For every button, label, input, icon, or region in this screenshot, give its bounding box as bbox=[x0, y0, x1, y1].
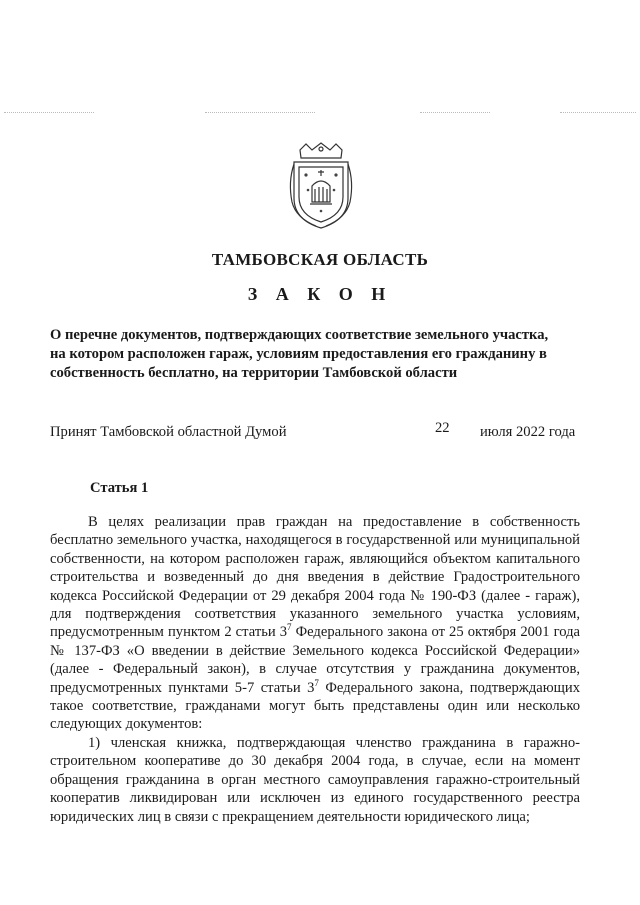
list-item: 1) членская книжка, подтверждающая членство гражданина в гаражно-строительном кооперативе до 30 декабря 2004 года, в случае, если на момент обращения гражданина в орган местного самоуправления гаражно-строительный кооператив ликвидирован или исключен из единого государственного реестра юридических лиц в связи с прекращением деятельности юридического лица; bbox=[50, 734, 580, 825]
article-heading: Статья 1 bbox=[90, 480, 149, 496]
adoption-month-year: июля 2022 года bbox=[480, 424, 576, 440]
document-type: З А К О Н bbox=[247, 284, 393, 304]
scan-artifact bbox=[4, 112, 94, 114]
scan-artifact bbox=[420, 112, 490, 114]
region-name: ТАМБОВСКАЯ ОБЛАСТЬ bbox=[211, 250, 429, 269]
scan-artifact bbox=[205, 112, 315, 114]
scan-artifact bbox=[560, 112, 636, 114]
paragraph: В целях реализации прав граждан на предоставление в собственность бесплатно земельного участка, находящегося в государственной или муниципальной собственности, на котором расположен гараж, являющийся объектом капитального строительства и возведенный до дня введения в действие Градостроительного кодекса Российской Федерации от 29 декабря 2004 года № 190-ФЗ (далее - гараж), для подтверждения соответствия указанного земельного участка условиям, предусмотренным пунктом 2 статьи $3^7$ Федерального закона от 25 октября 2001 года № 137-ФЗ «О введении в действие Земельного кодекса Российской Федерации» (далее - Федеральный закон), в случае отсутствия у гражданина документов, предусмотренных пунктами 5-7 статьи $3^7$ Федерального закона, подтверждающих такое соответствие, гражданами могут быть представлены один или несколько следующих документов: bbox=[50, 514, 580, 733]
adopted-by: Принят Тамбовской областной Думой bbox=[50, 424, 287, 440]
adoption-day: 22 bbox=[435, 420, 450, 436]
law-title-line: на котором расположен гараж, условиям предоставления его гражданину в bbox=[50, 346, 547, 362]
law-title-line: О перечне документов, подтверждающих соответствие земельного участка, bbox=[50, 327, 549, 343]
superscript: 7 bbox=[314, 677, 319, 688]
law-title-line: собственность бесплатно, на территории Тамбовской области bbox=[50, 365, 458, 381]
article-body bbox=[50, 513, 580, 826]
superscript: 7 bbox=[287, 622, 292, 633]
coat-of-arms-emblem bbox=[286, 142, 356, 230]
law-title bbox=[50, 326, 595, 383]
